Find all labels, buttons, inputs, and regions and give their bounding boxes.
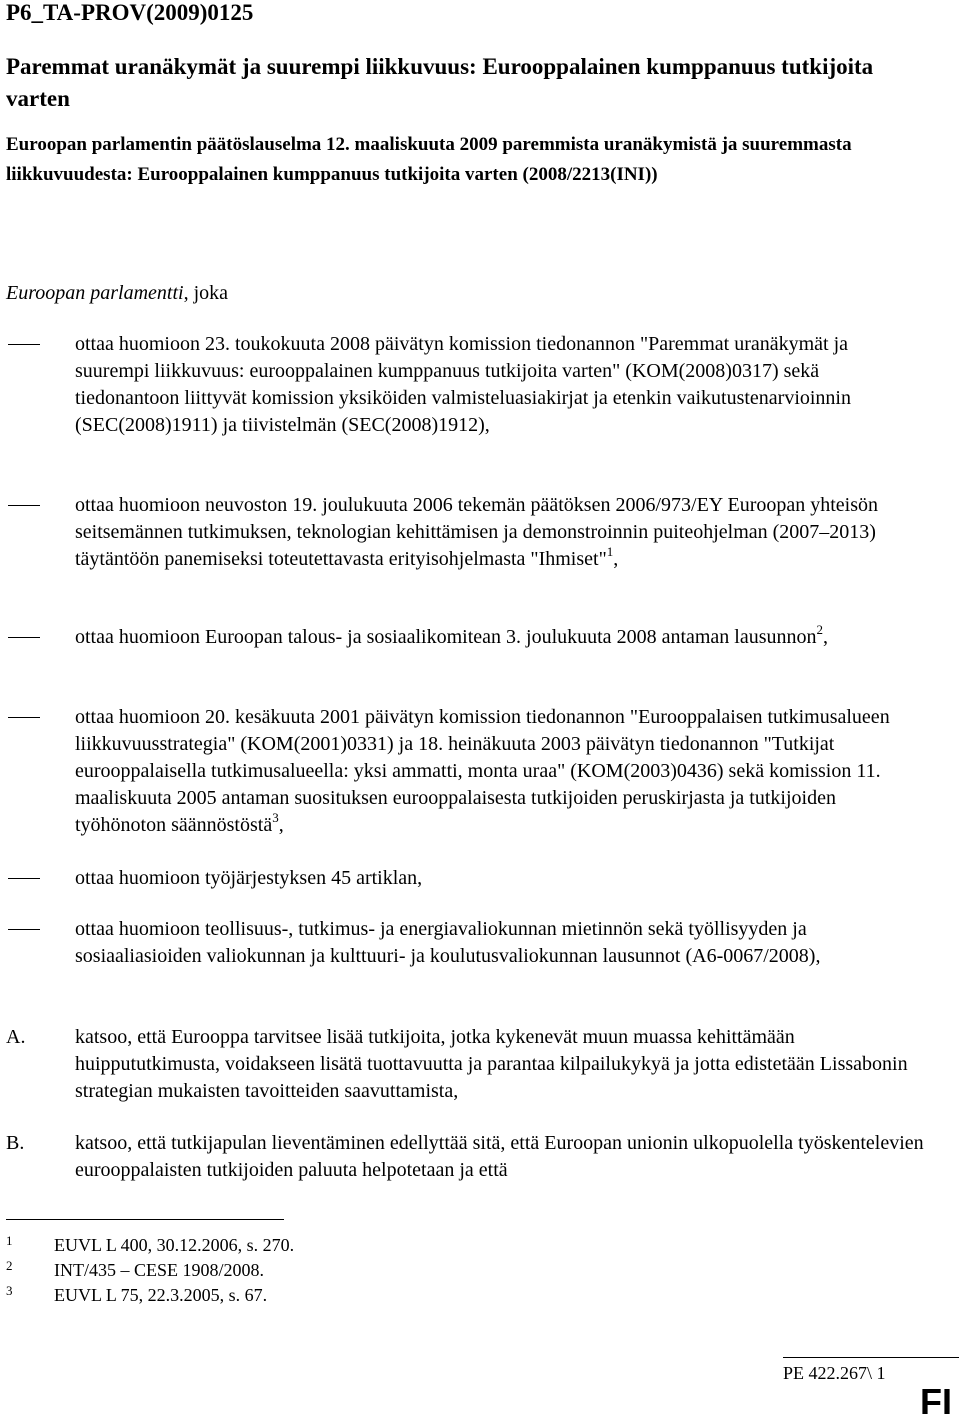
- intro-rest: , joka: [183, 282, 229, 304]
- footnote-divider: [6, 1219, 284, 1220]
- recital-item: [0, 331, 930, 439]
- recital-text: ottaa huomioon työjärjestyksen 45 artiklan,: [75, 867, 423, 889]
- recital-item: [0, 865, 930, 892]
- footnote-number: 2: [6, 1258, 13, 1273]
- recital-tail: ,: [278, 814, 284, 836]
- recital-text: katsoo, että tutkijapulan lieventäminen edellyttää sitä, että Euroopan unionin ulkopuolella työskentelevien eurooppalaisten tutkijoiden paluuta helpotetaan ja että: [75, 1132, 924, 1181]
- recital-text: ottaa huomioon 23. toukokuuta 2008 päivätyn komission tiedonannon "Paremmat uranäkymät ja suurempi liikkuvuus: eurooppalainen kumppanuus tutkijoita varten" (KOM(2008)0317) sekä tiedonantoon liittyvät komission yksiköiden valmisteluasiakirjat ja etenkin vaikutustenarvioinnin (SEC(2008)1911) ja tiivistelmän (SEC(2008)1912),: [75, 333, 851, 436]
- footer-divider: [783, 1357, 959, 1358]
- recital-text: ottaa huomioon teollisuus-, tutkimus- ja energiavaliokunnan mietinnön sekä työllisyyden ja sosiaaliasioiden valiokunnan ja kulttuuri- ja koulutusvaliokunnan lausunnot (A6-0067/2008),: [75, 918, 821, 967]
- document-reference: P6_TA-PROV(2009)0125: [6, 0, 254, 25]
- recital-item: [0, 624, 930, 651]
- letter-marker: B.: [6, 1132, 25, 1154]
- recital-item: [0, 916, 930, 970]
- recital-tail: ,: [613, 548, 619, 570]
- footnote-ref[interactable]: 2: [816, 622, 824, 637]
- recital-text: ottaa huomioon Euroopan talous- ja sosiaalikomitean 3. joulukuuta 2008 antaman lausunnon: [75, 626, 817, 648]
- footnote-text: EUVL L 75, 22.3.2005, s. 67.: [54, 1285, 268, 1305]
- intro-subject: Euroopan parlamentti: [6, 282, 184, 304]
- dash-marker: [8, 717, 40, 718]
- page-reference: PE 422.267\ 1: [783, 1363, 886, 1383]
- document-subtitle: Euroopan parlamentin päätöslauselma 12. maaliskuuta 2009 paremmista uranäkymistä ja suuremmasta liikkuvuudesta: Eurooppalainen kumppanuus tutkijoita varten (2008/2213(INI)): [6, 134, 852, 185]
- footnote-ref[interactable]: 3: [272, 810, 279, 825]
- letter-marker: A.: [6, 1026, 26, 1048]
- recital-tail: ,: [823, 626, 829, 648]
- footnote-text: INT/435 – CESE 1908/2008.: [54, 1260, 264, 1280]
- recital-item: [0, 704, 930, 839]
- recital-item: [0, 1024, 930, 1105]
- dash-marker: [8, 505, 40, 506]
- dash-marker: [8, 929, 40, 930]
- dash-marker: [8, 637, 40, 638]
- dash-marker: [8, 344, 40, 345]
- footnote-number: 3: [6, 1283, 13, 1298]
- recital-item: [0, 492, 930, 573]
- recital-text: ottaa huomioon 20. kesäkuuta 2001 päivätyn komission tiedonannon "Eurooppalaisen tutkimusalueen liikkuvuusstrategia" (KOM(2001)0331) ja 18. heinäkuuta 2003 päivätyn tiedonannon "Tutkijat eurooppalaisella tutkimusalueella: yksi ammatti, monta uraa" (KOM(2003)0436) sekä komission 11. maaliskuuta 2005 antaman suosituksen eurooppalaisesta tutkijoiden peruskirjasta ja tutkijoiden työhönoton säännöstöstä: [75, 706, 890, 836]
- recital-item: [0, 1130, 930, 1184]
- footnote-ref[interactable]: 1: [606, 544, 614, 559]
- recital-text: katsoo, että Eurooppa tarvitsee lisää tutkijoita, jotka kykenevät muun muassa kehittämään huippututkimusta, voidakseen lisätä tuottavuutta ja parantaa kilpailukykyä ja jotta edistetään Lissabonin strategian mukaisten tavoitteiden saavuttamista,: [75, 1026, 908, 1102]
- language-code: FI: [920, 1381, 952, 1422]
- footnote-number: 1: [6, 1233, 13, 1248]
- dash-marker: [8, 878, 40, 879]
- intro-line: [6, 280, 228, 307]
- footnote-text: EUVL L 400, 30.12.2006, s. 270.: [54, 1235, 295, 1255]
- recital-text: ottaa huomioon neuvoston 19. joulukuuta 2006 tekemän päätöksen 2006/973/EY Euroopan yhteisön seitsemännen tutkimuksen, teknologian kehittämisen ja demonstroinnin puiteohjelman (2007–2013) täytäntöön panemiseksi toteutettavasta erityisohjelmasta "Ihmiset": [75, 494, 879, 570]
- document-title: Paremmat uranäkymät ja suurempi liikkuvuus: Eurooppalainen kumppanuus tutkijoita varten: [6, 54, 874, 111]
